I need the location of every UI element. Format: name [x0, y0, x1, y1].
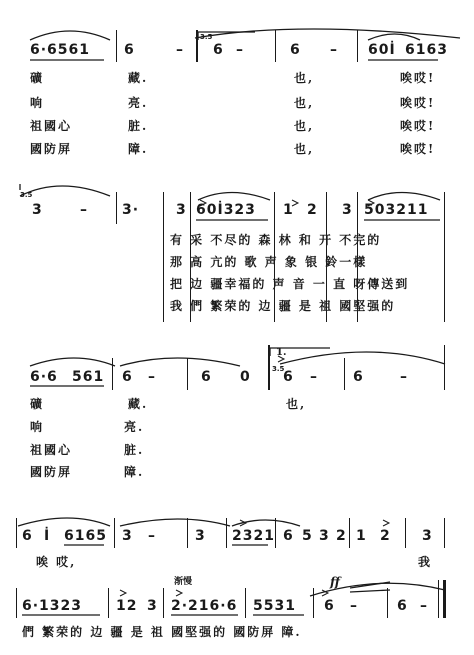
lyric-line: 有 采 不尽的 森 林 和 开 不完的 [170, 233, 382, 247]
note-group: 6 [122, 369, 133, 385]
lyric: 障. [124, 465, 145, 479]
bar-line [357, 30, 358, 62]
bar-line [116, 30, 117, 62]
note-group: 503211 [364, 202, 429, 218]
note-group: 6 [324, 598, 335, 614]
note-group: 3 [176, 202, 187, 218]
note-group: 3 [32, 202, 43, 218]
note-group: 60İ [368, 42, 396, 58]
lyric: 障. [128, 142, 149, 156]
lyric: 亮. [128, 96, 149, 110]
note-group: 3 [195, 528, 206, 544]
lyric: 也, [294, 119, 315, 133]
bar-line [344, 358, 345, 390]
note-group: 2·216·6 [171, 598, 238, 614]
bar-line [187, 358, 188, 390]
repeat-bar [196, 30, 198, 62]
bar-line [444, 345, 445, 390]
lyric: 唉哎! [400, 96, 436, 110]
lyric: 藏. [128, 71, 149, 85]
note-group: 6 [283, 528, 294, 544]
lyric-line: 那 高 亢的 歌 声 象 银 鈴一樣 [170, 255, 368, 269]
bar-line [313, 588, 314, 618]
lyric: 唉哎! [400, 71, 436, 85]
bar-line [444, 192, 445, 322]
lyric: 祖國心 [30, 119, 73, 133]
note-group: 60İ323 [196, 202, 256, 218]
lyric: 也, [294, 142, 315, 156]
bar-line [114, 518, 115, 548]
bar-line [108, 588, 109, 618]
note-group: 6165 [64, 528, 107, 544]
bar-line [275, 30, 276, 62]
note-group: – [236, 42, 244, 58]
lyric: 脏. [128, 119, 149, 133]
note-group: 6·6561 [30, 42, 91, 58]
note-group: 6 [201, 369, 212, 385]
bar-line [245, 588, 246, 618]
lyric: 也, [294, 96, 315, 110]
bar-line [275, 518, 276, 548]
lyric: 脏. [124, 443, 145, 457]
bar-line [226, 518, 227, 548]
note-group: 2 [380, 528, 391, 544]
note-group: – [310, 369, 318, 385]
dynamic-marking: ff [330, 575, 340, 589]
lyric: 國防屏 [30, 465, 73, 479]
lyric: 唉 哎, [36, 555, 77, 569]
note-group: 6 [397, 598, 408, 614]
note-group: 5531 [253, 598, 296, 614]
note-group: – [148, 528, 156, 544]
note-group: – [80, 202, 88, 218]
tempo-marking: 渐慢 [174, 577, 193, 587]
lyric-line: 們 繁荣的 边 疆 是 祖 國堅强的 國防屏 障. [22, 625, 302, 639]
lyric: 我 [418, 555, 433, 569]
note-group: 6 [353, 369, 364, 385]
bar-line [16, 588, 17, 618]
bar-line [112, 358, 113, 390]
note-group: 6 [290, 42, 301, 58]
note-group: 2 [307, 202, 318, 218]
bar-line [163, 588, 164, 618]
note-group: 1 [283, 202, 294, 218]
note-group: – [148, 369, 156, 385]
note-group: 3 [122, 528, 133, 544]
note-group: 1 [356, 528, 367, 544]
bar-line [187, 518, 188, 548]
volta-label: 1. [276, 347, 287, 358]
note-group: 2321 [232, 528, 275, 544]
note-group: 6 [213, 42, 224, 58]
note-group: – [350, 598, 358, 614]
volta-marker: 3.5 [20, 191, 33, 199]
final-bar [438, 580, 439, 618]
lyric: 礦 [30, 397, 45, 411]
lyric: 也, [294, 71, 315, 85]
note-group: 6·6 [30, 369, 58, 385]
lyric-line: 我 們 繁荣的 边 疆 是 祖 國堅强的 [170, 299, 396, 313]
lyric: 唉哎! [400, 142, 436, 156]
bar-line [387, 588, 388, 618]
note-group: 6 [124, 42, 135, 58]
note-group: İ [44, 528, 51, 544]
note-group: 3 [319, 528, 330, 544]
note-group: 2 [336, 528, 347, 544]
bar-line [405, 518, 406, 548]
lyric: 礦 [30, 71, 45, 85]
note-group: 5 [302, 528, 313, 544]
lyric: 亮. [124, 420, 145, 434]
lyric: 也, [286, 397, 307, 411]
bar-line [444, 518, 445, 548]
note-group: 6 [283, 369, 294, 385]
note-group: 0 [240, 369, 251, 385]
note-group: 6 [22, 528, 33, 544]
lyric-line: 把 边 疆幸福的 声 音 一 直 呀傳送到 [170, 277, 410, 291]
note-group: 3 [147, 598, 158, 614]
lyric: 唉哎! [400, 119, 436, 133]
note-group: 6163 [405, 42, 448, 58]
bar-line [349, 518, 350, 548]
bar-line [16, 518, 17, 548]
note-group: – [330, 42, 338, 58]
note-group: – [420, 598, 428, 614]
lyric: 國防屏 [30, 142, 73, 156]
note-group: 3· [122, 202, 140, 218]
volta-marker: 3.5 [200, 33, 213, 41]
lyric: 祖國心 [30, 443, 73, 457]
lyric: 响 [30, 96, 45, 110]
note-group: 3 [342, 202, 353, 218]
note-group: 12 [116, 598, 138, 614]
note-group: – [400, 369, 408, 385]
volta-marker: 3.5 [272, 365, 285, 373]
bar-line [116, 192, 117, 224]
lyric: 响 [30, 420, 45, 434]
lyric: 藏. [128, 397, 149, 411]
note-group: 6·1323 [22, 598, 83, 614]
note-group: 3 [422, 528, 433, 544]
repeat-bar [268, 345, 270, 390]
final-bar-thick [443, 580, 446, 618]
bar-line [163, 192, 164, 322]
note-group: 561 [72, 369, 105, 385]
note-group: – [176, 42, 184, 58]
